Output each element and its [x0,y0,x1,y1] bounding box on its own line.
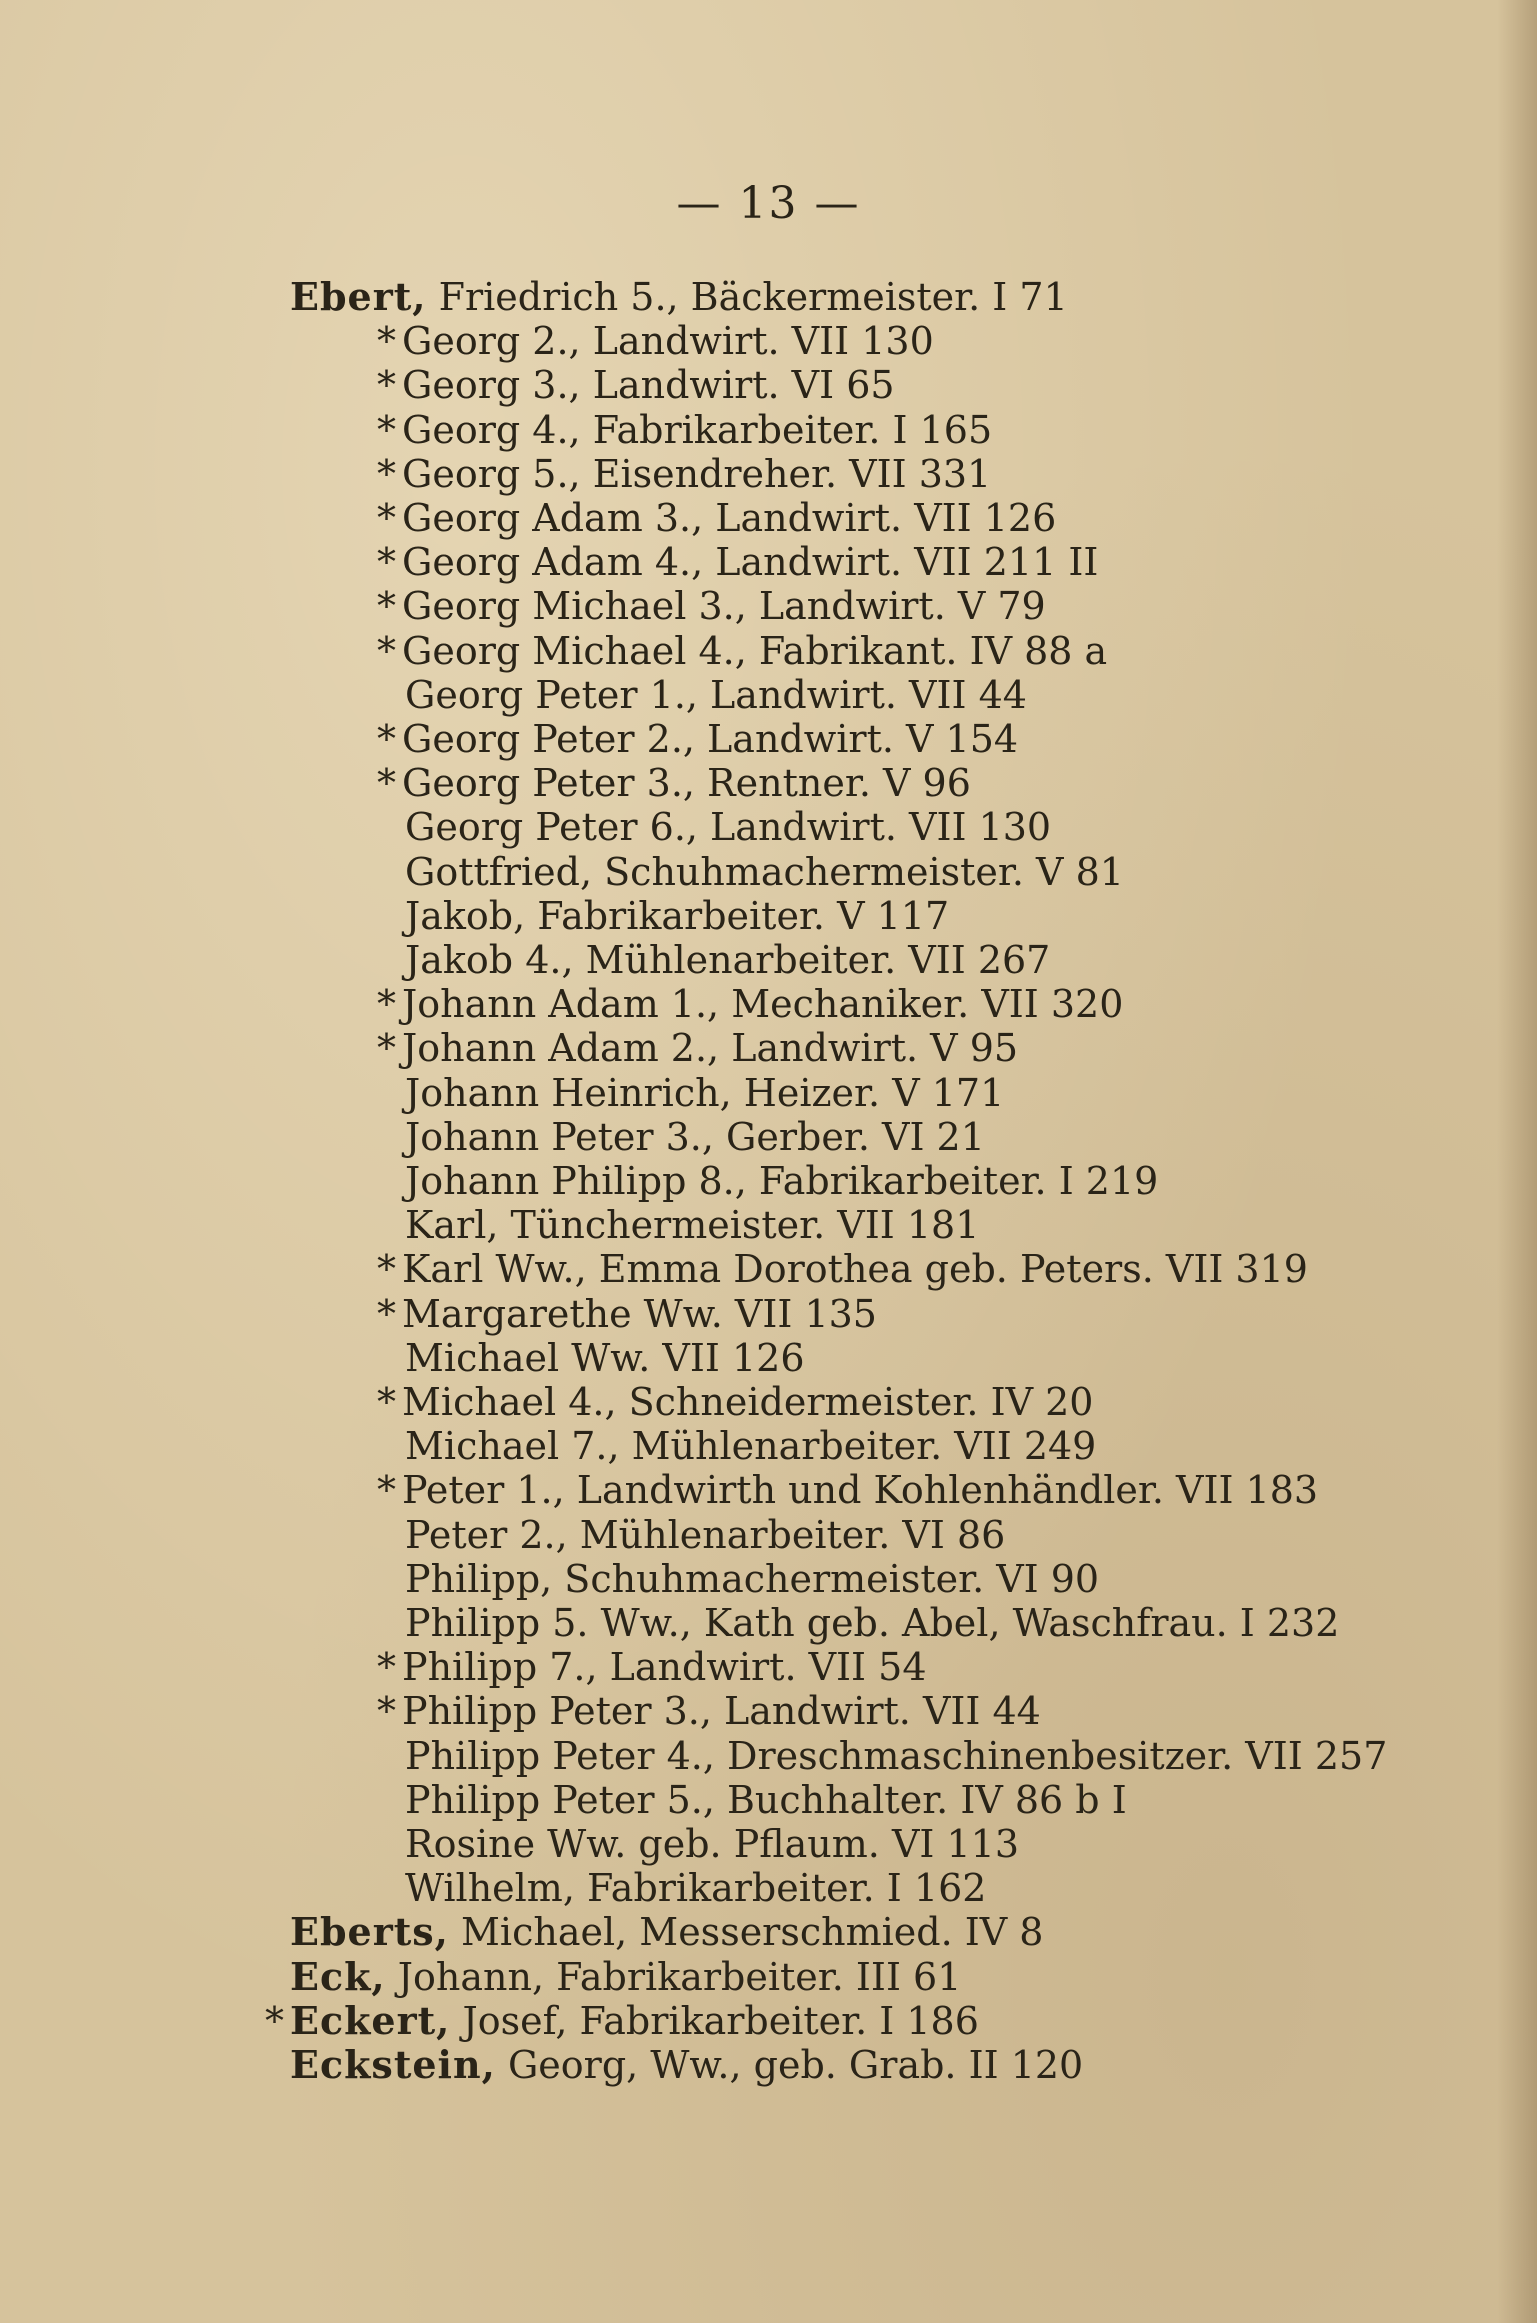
list-item [405,1734,1387,1778]
entry-text: Margarethe Ww. VII 135 [402,1291,877,1336]
entry-text: Johann Peter 3., Gerber. VI 21 [405,1114,985,1159]
list-item [405,1822,1019,1866]
asterisk-marker: * [377,496,396,540]
entry-text: Wilhelm, Fabrikarbeiter. I 162 [405,1866,987,1911]
entry-text: Georg Peter 1., Landwirt. VII 44 [405,672,1027,717]
asterisk-marker: * [377,407,396,452]
entry-text: Georg Michael 3., Landwirt. V 79 [402,584,1046,629]
list-item [370,1689,1041,1733]
list-item [405,805,1051,849]
list-item [405,894,949,938]
asterisk-marker: * [265,1998,284,2043]
entry-text: Johann Adam 2., Landwirt. V 95 [402,1026,1019,1071]
entry-text: Peter 2., Mühlenarbeiter. VI 86 [405,1512,1006,1557]
list-item [405,1071,1004,1115]
entry-text: Michael 7., Mühlenarbeiter. VII 249 [405,1424,1097,1469]
list-item [405,1203,979,1247]
list-item [370,1380,1093,1424]
entry-text: Georg Michael 4., Fabrikant. IV 88 a [402,628,1108,673]
list-item [405,1159,1158,1203]
entry-text: Georg 4., Fabrikarbeiter. I 165 [402,407,993,452]
list-item [405,673,1027,717]
list-item [405,938,1050,982]
asterisk-marker: * [377,363,396,408]
entry-text: Philipp Peter 3., Landwirt. VII 44 [402,1689,1041,1734]
asterisk-marker: * [377,1291,396,1336]
asterisk-marker: * [377,628,396,673]
list-item [370,408,992,452]
entry-text: Philipp Peter 5., Buchhalter. IV 86 b I [405,1777,1127,1822]
list-item [405,1601,1339,1645]
list-item [370,982,1123,1026]
surname: Eckert, [290,1997,451,2043]
entry-text: Friedrich 5., Bäckermeister. I 71 [438,275,1068,319]
list-item [370,1468,1318,1512]
entry-text: Philipp 5. Ww., Kath geb. Abel, Waschfrau. I 232 [405,1601,1340,1645]
asterisk-marker: * [377,451,396,496]
list-item [290,2043,1083,2087]
list-item [370,1645,927,1689]
entry-text: Peter 1., Landwirth und Kohlenhändler. VII 183 [402,1468,1319,1513]
list-item [370,1247,1308,1291]
entry-text: Karl, Tünchermeister. VII 181 [405,1203,980,1248]
page-edge-shadow [1497,0,1537,2323]
list-item [405,1424,1096,1468]
entry-text: Georg Peter 2., Landwirt. V 154 [402,717,1019,761]
entry-text: Georg 2., Landwirt. VII 130 [402,319,934,364]
list-item [405,1778,1127,1822]
list-item [370,584,1046,628]
entry-text: Georg Adam 4., Landwirt. VII 211 II [402,540,1099,585]
entry-text: Josef, Fabrikarbeiter. I 186 [462,1998,979,2043]
asterisk-marker: * [377,319,396,364]
list-item [405,1557,1099,1601]
page-number: — 13 — [676,178,861,229]
surname: Eckstein, [290,2042,496,2087]
entry-text: Georg Adam 3., Landwirt. VII 126 [402,496,1057,540]
list-item [370,717,1018,761]
asterisk-marker: * [377,761,396,806]
entry-text: Philipp, Schuhmachermeister. VI 90 [405,1556,1100,1601]
list-item [405,1866,986,1910]
entry-text: Jakob 4., Mühlenarbeiter. VII 267 [405,938,1051,982]
entry-text: Philipp Peter 4., Dreschmaschinenbesitzer. VII 257 [405,1733,1388,1778]
entry-text: Georg, Ww., geb. Grab. II 120 [507,2043,1084,2087]
list-item [290,1910,1043,1954]
entry-text: Michael 4., Schneidermeister. IV 20 [402,1380,1094,1424]
asterisk-marker: * [377,717,396,761]
entry-text: Michael Ww. VII 126 [405,1335,805,1380]
entry-text: Rosine Ww. geb. Pflaum. VI 113 [405,1822,1020,1866]
surname: Eck, [290,1953,386,1999]
list-item [370,452,991,496]
list-item [370,1026,1018,1070]
entry-text: Michael, Messerschmied. IV 8 [461,1910,1044,1955]
list-item [370,629,1107,673]
entry-text: Georg Peter 3., Rentner. V 96 [402,761,971,806]
asterisk-marker: * [377,982,396,1027]
entry-text: Jakob, Fabrikarbeiter. V 117 [405,893,950,938]
list-item [370,363,895,407]
list-item [405,1513,1005,1557]
list-item [405,850,1124,894]
list-item [405,1336,805,1380]
entry-text: Philipp 7., Landwirt. VII 54 [402,1645,927,1690]
list-item [405,1115,985,1159]
entry-text: Georg 3., Landwirt. VI 65 [402,363,895,408]
asterisk-marker: * [377,1247,396,1292]
list-item [290,275,1068,319]
list-item [370,319,934,363]
entry-text: Johann Heinrich, Heizer. V 171 [405,1070,1005,1115]
asterisk-marker: * [377,1689,396,1734]
list-item [370,1292,877,1336]
entry-text: Karl Ww., Emma Dorothea geb. Peters. VII 319 [402,1247,1308,1292]
entry-text: Georg Peter 6., Landwirt. VII 130 [405,805,1052,850]
entry-text: Johann Philipp 8., Fabrikarbeiter. I 219 [405,1159,1159,1203]
surname: Ebert, [290,274,427,319]
asterisk-marker: * [377,584,396,629]
entry-text: Gottfried, Schuhmachermeister. V 81 [405,849,1124,894]
list-item [290,1955,961,1999]
entry-text: Georg 5., Eisendreher. VII 331 [402,451,992,496]
list-item [370,540,1098,584]
asterisk-marker: * [377,540,396,585]
asterisk-marker: * [377,1468,396,1513]
list-item [258,1999,979,2043]
list-item [370,496,1056,540]
surname: Eberts, [290,1909,449,1955]
list-item [370,761,971,805]
entry-text: Johann, Fabrikarbeiter. III 61 [397,1954,962,1999]
asterisk-marker: * [377,1380,396,1424]
asterisk-marker: * [377,1026,396,1071]
asterisk-marker: * [377,1645,396,1690]
entry-text: Johann Adam 1., Mechaniker. VII 320 [402,982,1124,1027]
